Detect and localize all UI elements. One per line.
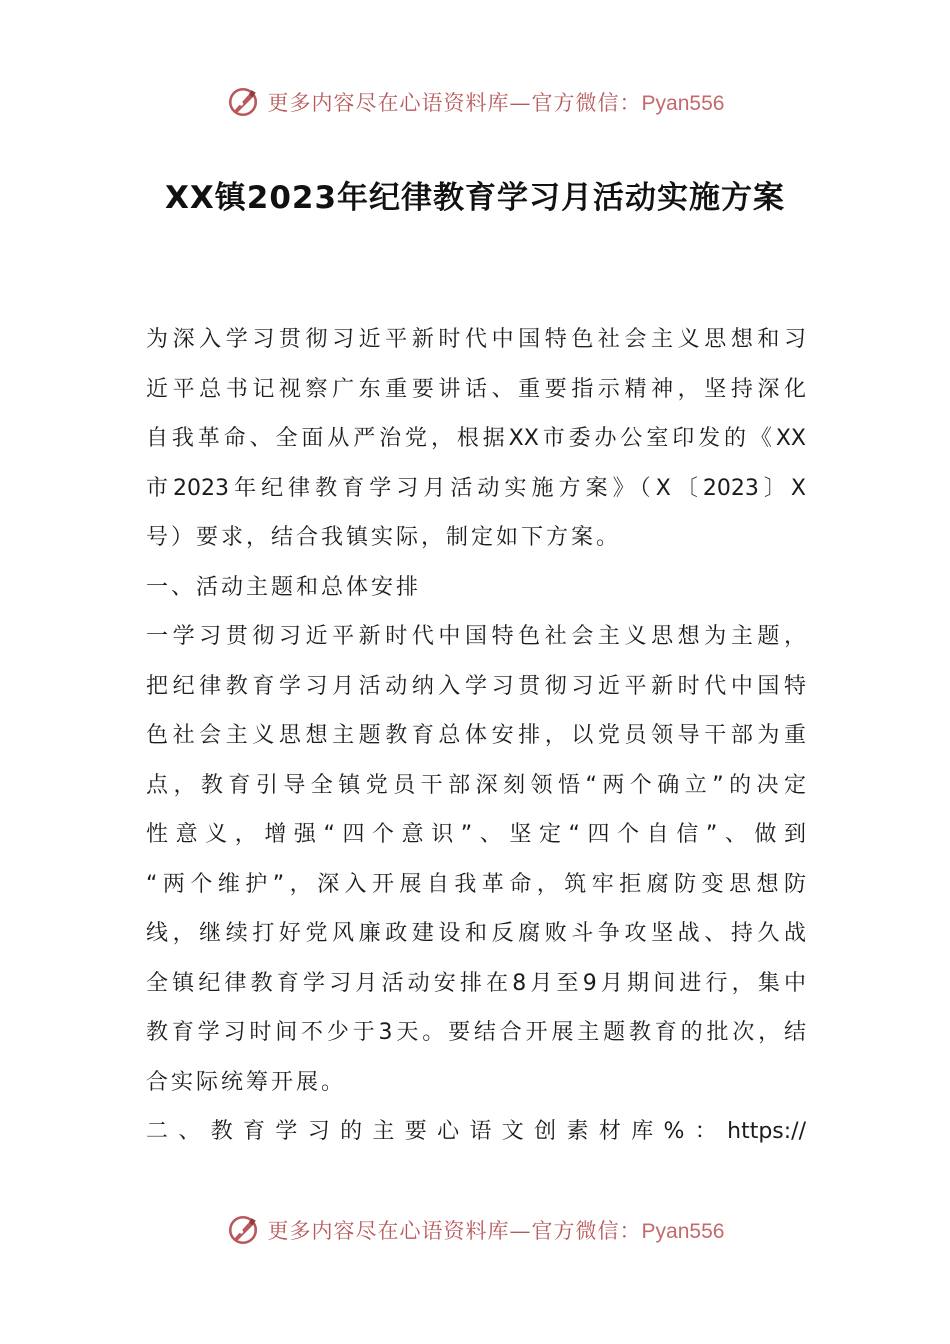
footer-banner — [0, 1208, 950, 1252]
document-title: XX镇2023年纪律教育学习月活动实施方案 — [164, 180, 786, 216]
pen-seal-icon — [226, 85, 260, 119]
document-body — [146, 315, 806, 1157]
paragraph-line: 二、教育学习的主要心语文创素材库%：https:// — [146, 1119, 806, 1144]
paragraph-line: 色社会主义思想主题教育总体安排，以党员领导干部为重 — [146, 723, 806, 748]
paragraph-line: 点，教育引导全镇党员干部深刻领悟“两个确立”的决定 — [146, 772, 806, 798]
paragraph-line: 把纪律教育学习月活动纳入学习贯彻习近平新时代中国特 — [146, 673, 806, 699]
paragraph-line: “两个维护”，深入开展自我革命，筑牢拒腐防变思想防 — [146, 871, 806, 897]
paragraph-line: 合实际统筹开展。 — [146, 1069, 347, 1095]
paragraph-line: 一学习贯彻习近平新时代中国特色社会主义思想为主题， — [146, 624, 806, 649]
paragraph-line: 性意义，增强“四个意识”、坚定“四个自信”、做到 — [146, 822, 806, 847]
pen-seal-icon — [226, 1213, 260, 1247]
paragraph-line: 教育学习时间不少于3天。要结合开展主题教育的批次，结 — [146, 1020, 806, 1045]
paragraph-line: 号）要求，结合我镇实际，制定如下方案。 — [146, 525, 622, 550]
paragraph-line: 全镇纪律教育学习月活动安排在8月至9月期间进行，集中 — [146, 970, 806, 996]
header-banner — [0, 80, 950, 124]
paragraph-line: 自我革命、全面从严治党，根据XX市委办公室印发的《XX — [146, 426, 806, 451]
paragraph-line: 近平总书记视察广东重要讲话、重要指示精神，坚持深化 — [146, 376, 806, 402]
paragraph-line: 市2023年纪律教育学习月活动实施方案》（X〔2023〕X — [146, 475, 806, 501]
paragraph-line: 一、活动主题和总体安排 — [146, 574, 422, 600]
banner-text: 更多内容尽在心语资料库—官方微信：Pyan556 — [267, 91, 725, 115]
banner-text: 更多内容尽在心语资料库—官方微信：Pyan556 — [267, 1219, 725, 1243]
paragraph-line: 线，继续打好党风廉政建设和反腐败斗争攻坚战、持久战 — [146, 921, 806, 946]
paragraph-line: 为深入学习贯彻习近平新时代中国特色社会主义思想和习 — [146, 327, 806, 352]
